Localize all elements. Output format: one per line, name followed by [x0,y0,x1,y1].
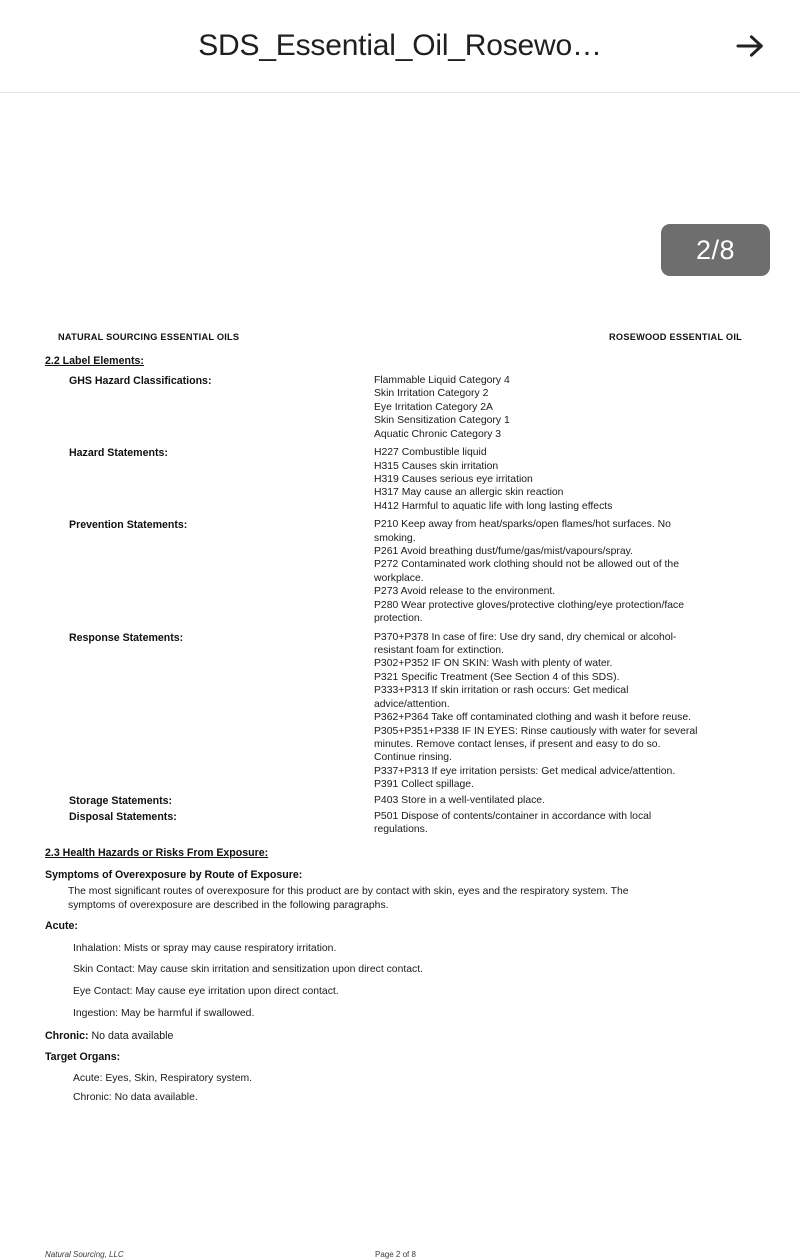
row-hazard-statements [45,446,755,513]
target-organ-item: Acute: Eyes, Skin, Respiratory system. [73,1073,253,1085]
target-organ-item: Chronic: No data available. [73,1092,198,1104]
row-label: Response Statements: [69,631,184,644]
app-top-bar [0,0,800,93]
page-indicator-badge: 2/8 [661,224,770,276]
acute-item: Inhalation: Mists or spray may cause respiratory irritation. [73,942,337,954]
row-ghs-hazard-classifications [45,374,755,441]
value-line: P337+P313 If eye irritation persists: Get medical advice/attention. [374,765,676,777]
symptoms-heading: Symptoms of Overexposure by Route of Exposure: [45,868,303,881]
row-label: Prevention Statements: [69,519,188,532]
value-line: H315 Causes skin irritation [374,460,499,472]
row-label: GHS Hazard Classifications: [69,374,212,387]
row-label: Disposal Statements: [69,810,177,823]
row-label: Hazard Statements: [69,447,168,460]
document-sheet[interactable] [0,93,800,1259]
value-line: P261 Avoid breathing dust/fume/gas/mist/vapours/spray. [374,546,633,558]
acute-item: Skin Contact: May cause skin irritation and sensitization upon direct contact. [73,964,423,976]
row-disposal-statements [45,810,755,837]
value-line: P302+P352 IF ON SKIN: Wash with plenty of water. [374,658,613,670]
value-line: P273 Avoid release to the environment. [374,586,556,598]
chronic-line [45,1029,755,1043]
row-response-statements [45,631,755,792]
footer-company: Natural Sourcing, LLC [45,1250,124,1259]
value-line: P280 Wear protective gloves/protective clothing/eye protection/face protection. [374,599,684,625]
value-line: Flammable Liquid Category 4 [374,374,510,386]
running-header-right: ROSEWOOD ESSENTIAL OIL [609,332,742,342]
value-line: P370+P378 In case of fire: Use dry sand, dry chemical or alcohol-resistant foam for extinction. [374,631,677,656]
value-line: Eye Irritation Category 2A [374,401,493,413]
acute-heading: Acute: [45,920,78,933]
document-title: SDS_Essential_Oil_Rosewo… [198,29,602,62]
row-values [374,518,755,625]
value-line: P403 Store in a well-ventilated place. [374,794,545,806]
value-line: Aquatic Chronic Category 3 [374,428,502,440]
document-body [0,355,800,1105]
acute-item: Ingestion: May be harmful if swallowed. [73,1008,255,1020]
value-line: P305+P351+P338 IF IN EYES: Rinse cautiously with water for several minutes. Remove contact lenses, if present and easy to do so. Continue rinsing. [374,725,698,764]
value-line: H319 Causes serious eye irritation [374,473,533,485]
row-storage-statements [45,794,755,808]
value-line: H227 Combustible liquid [374,447,487,459]
chronic-value: No data available [88,1030,174,1043]
value-line: P333+P313 If skin irritation or rash occurs: Get medical advice/attention. [374,685,629,710]
arrow-right-glyph [733,29,767,63]
footer-page-number: Page 2 of 8 [375,1250,416,1259]
target-organs-heading: Target Organs: [45,1051,121,1064]
value-line: P501 Dispose of contents/container in accordance with local regulations. [374,810,652,836]
symptoms-paragraph: The most significant routes of overexposure for this product are by contact with skin, eyes and the respiratory system. The symptoms of overexposure are described in the following paragraphs. [68,885,629,911]
section-heading-2-3: 2.3 Health Hazards or Risks From Exposure: [45,846,269,859]
section-heading-2-2: 2.2 Label Elements: [45,355,144,367]
value-line: H412 Harmful to aquatic life with long lasting effects [374,500,613,512]
running-header [0,332,800,342]
value-line: P321 Specific Treatment (See Section 4 of this SDS). [374,671,620,683]
row-prevention-statements [45,518,755,625]
value-line: Skin Sensitization Category 1 [374,415,510,427]
row-values [374,810,755,837]
running-header-left: NATURAL SOURCING ESSENTIAL OILS [58,332,240,342]
row-values [374,446,755,513]
page-footer [0,1250,800,1259]
row-values [374,631,755,792]
row-values [374,794,755,807]
acute-item: Eye Contact: May cause eye irritation upon direct contact. [73,986,339,998]
value-line: P272 Contaminated work clothing should not be allowed out of the workplace. [374,559,679,584]
value-line: P391 Collect spillage. [374,779,474,791]
value-line: H317 May cause an allergic skin reaction [374,487,564,499]
arrow-right-icon[interactable] [724,20,776,72]
chronic-label: Chronic: [45,1030,89,1043]
value-line: P362+P364 Take off contaminated clothing and wash it before reuse. [374,712,692,724]
value-line: Skin Irritation Category 2 [374,388,489,400]
row-label: Storage Statements: [69,794,173,807]
row-values [374,374,755,441]
value-line: P210 Keep away from heat/sparks/open flames/hot surfaces. No smoking. [374,519,671,544]
